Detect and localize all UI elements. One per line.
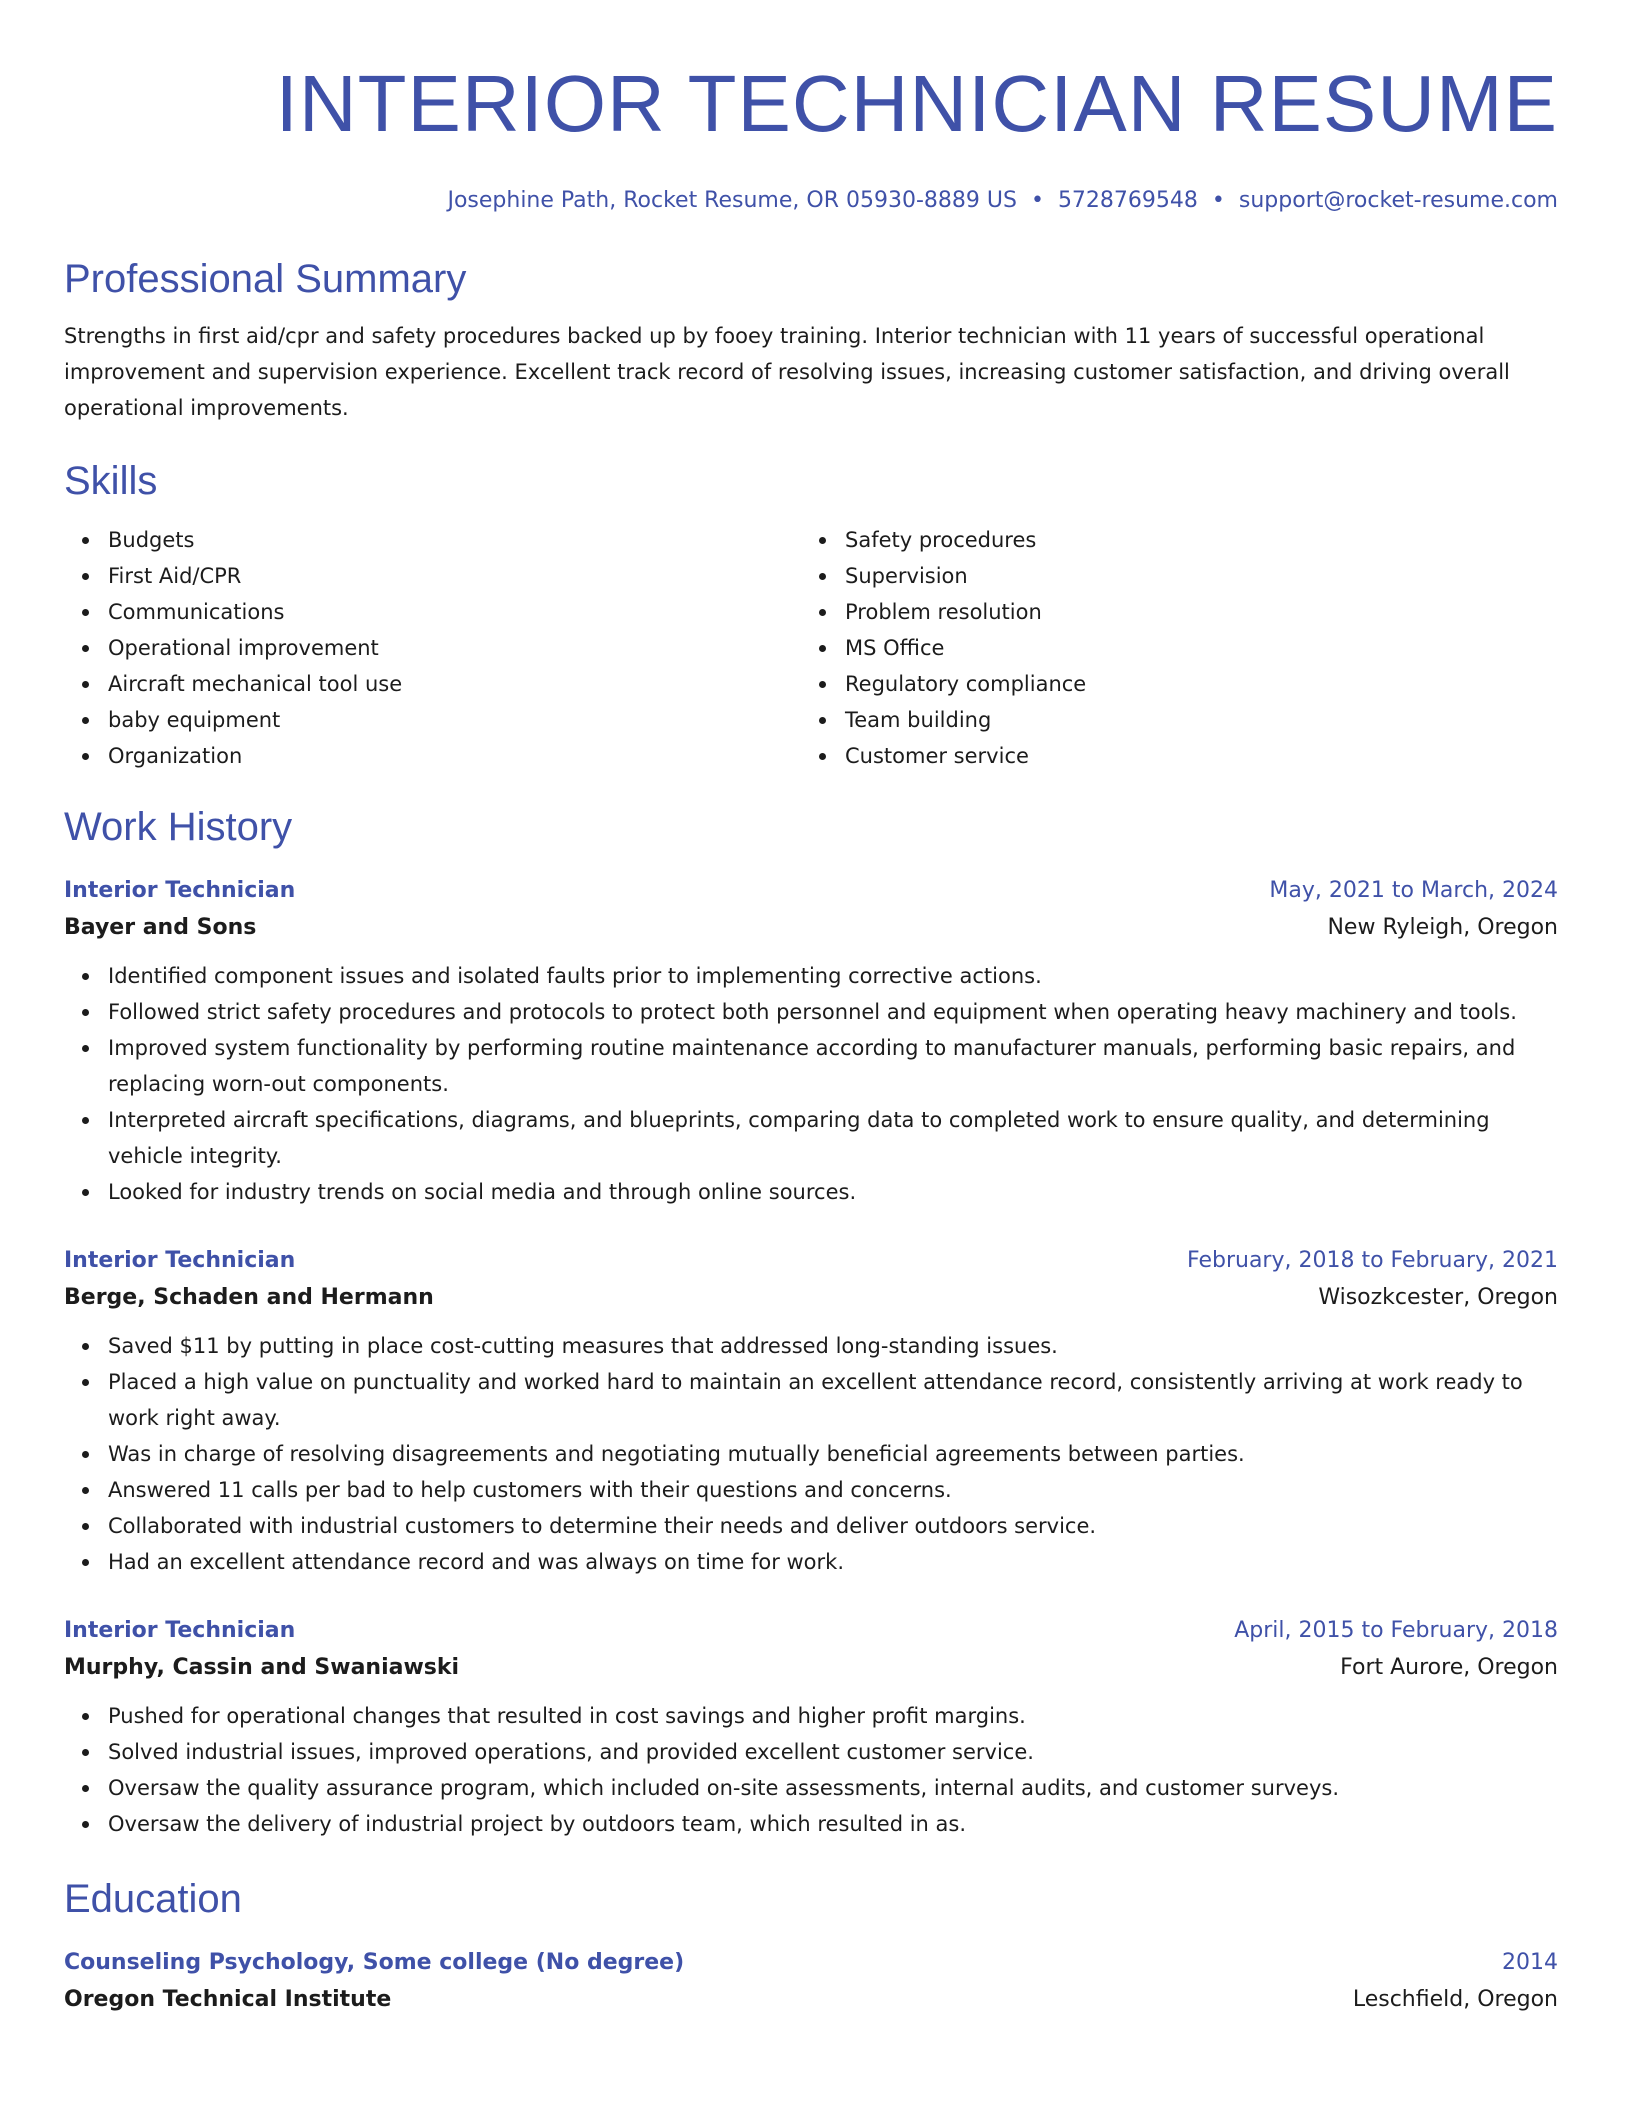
skills-list-right <box>801 522 1538 774</box>
education-degree-row <box>64 1946 1558 1980</box>
job-title: Interior Technician <box>64 1248 296 1273</box>
skill-item: Budgets <box>108 522 801 558</box>
education-year: 2014 <box>1502 1950 1558 1975</box>
job-duty: Oversaw the delivery of industrial project by outdoors team, which resulted in as. <box>108 1806 1558 1842</box>
skill-item: Customer service <box>845 738 1538 774</box>
job-title-row <box>64 874 1558 908</box>
job-duty: Saved $11 by putting in place cost-cutting measures that addressed long-standing issues. <box>108 1328 1558 1364</box>
skill-item: MS Office <box>845 630 1538 666</box>
job-entry <box>64 874 1558 1210</box>
job-title: Interior Technician <box>64 878 296 903</box>
skills-list-left <box>64 522 801 774</box>
skills-column-left <box>64 522 801 774</box>
job-duties-list <box>64 1698 1558 1842</box>
contact-email: support@rocket-resume.com <box>1238 188 1558 213</box>
education-heading: Education <box>64 1877 242 1921</box>
skill-item: Team building <box>845 702 1538 738</box>
skills-column-right <box>801 522 1538 774</box>
skill-item: Problem resolution <box>845 594 1538 630</box>
skill-item: baby equipment <box>108 702 801 738</box>
contact-phone: 5728769548 <box>1057 188 1198 213</box>
contact-separator: • <box>1030 188 1044 213</box>
job-duty: Improved system functionality by performing routine maintenance according to manufacturer manuals, performing basic repairs, and replacing worn-out components. <box>108 1030 1558 1102</box>
job-duty: Pushed for operational changes that resulted in cost savings and higher profit margins. <box>108 1698 1558 1734</box>
education-entry <box>64 1946 1558 2020</box>
job-entry <box>64 1614 1558 1842</box>
skill-item: Organization <box>108 738 801 774</box>
summary-section <box>64 252 1558 426</box>
job-company: Murphy, Cassin and Swaniawski <box>64 1655 460 1680</box>
job-company: Berge, Schaden and Hermann <box>64 1285 434 1310</box>
skills-grid <box>64 522 1558 774</box>
education-school-row <box>64 1980 1558 2020</box>
contact-separator: • <box>1211 188 1225 213</box>
job-location: New Ryleigh, Oregon <box>1327 915 1558 940</box>
skill-item: Operational improvement <box>108 630 801 666</box>
resume-header <box>64 50 1558 216</box>
skill-item: Safety procedures <box>845 522 1538 558</box>
job-duty: Collaborated with industrial customers to determine their needs and deliver outdoors service. <box>108 1508 1558 1544</box>
job-entry <box>64 1244 1558 1580</box>
resume-page <box>64 50 1558 2020</box>
job-company-row <box>64 1278 1558 1318</box>
job-duty: Followed strict safety procedures and protocols to protect both personnel and equipment when operating heavy machinery and tools. <box>108 994 1558 1030</box>
job-location: Wisozkcester, Oregon <box>1318 1285 1558 1310</box>
contact-line <box>64 186 1558 216</box>
job-location: Fort Aurore, Oregon <box>1340 1655 1558 1680</box>
skill-item: Aircraft mechanical tool use <box>108 666 801 702</box>
work-history-section <box>64 800 1558 1842</box>
job-title: Interior Technician <box>64 1618 296 1643</box>
skill-item: First Aid/CPR <box>108 558 801 594</box>
skill-item: Regulatory compliance <box>845 666 1538 702</box>
job-dates: February, 2018 to February, 2021 <box>1187 1248 1558 1273</box>
job-duty: Looked for industry trends on social media and through online sources. <box>108 1174 1558 1210</box>
job-duty: Solved industrial issues, improved operations, and provided excellent customer service. <box>108 1734 1558 1770</box>
summary-heading: Professional Summary <box>64 257 467 301</box>
skills-heading: Skills <box>64 459 158 503</box>
job-company-row <box>64 1648 1558 1688</box>
skill-item: Supervision <box>845 558 1538 594</box>
skill-item: Communications <box>108 594 801 630</box>
job-duty: Was in charge of resolving disagreements and negotiating mutually beneficial agreements between parties. <box>108 1436 1558 1472</box>
job-title-row <box>64 1244 1558 1278</box>
job-duty: Answered 11 calls per bad to help customers with their questions and concerns. <box>108 1472 1558 1508</box>
education-degree: Counseling Psychology, Some college (No degree) <box>64 1950 685 1975</box>
work-history-heading: Work History <box>64 805 293 849</box>
skills-section <box>64 454 1558 774</box>
job-dates: May, 2021 to March, 2024 <box>1269 878 1558 903</box>
job-company: Bayer and Sons <box>64 915 257 940</box>
job-duty: Had an excellent attendance record and was always on time for work. <box>108 1544 1558 1580</box>
job-duty: Interpreted aircraft specifications, diagrams, and blueprints, comparing data to completed work to ensure quality, and determining vehicle integrity. <box>108 1102 1558 1174</box>
job-duties-list <box>64 958 1558 1210</box>
contact-address: Josephine Path, Rocket Resume, OR 05930-8889 US <box>447 188 1017 213</box>
education-school: Oregon Technical Institute <box>64 1987 392 2012</box>
job-duty: Placed a high value on punctuality and worked hard to maintain an excellent attendance record, consistently arriving at work ready to work right away. <box>108 1364 1558 1436</box>
job-dates: April, 2015 to February, 2018 <box>1234 1618 1558 1643</box>
job-title-row <box>64 1614 1558 1648</box>
job-duties-list <box>64 1328 1558 1580</box>
job-duty: Identified component issues and isolated faults prior to implementing corrective actions. <box>108 958 1558 994</box>
education-section <box>64 1872 1558 2020</box>
resume-title: INTERIOR TECHNICIAN RESUME <box>275 59 1558 148</box>
summary-text: Strengths in first aid/cpr and safety procedures backed up by fooey training. Interior technician with 11 years of successful operational improvement and supervision experience. Excellent track record of resolving issues, increasing customer satisfaction, and driving overall operational improvements. <box>64 324 1510 420</box>
job-company-row <box>64 908 1558 948</box>
job-duty: Oversaw the quality assurance program, which included on-site assessments, internal audits, and customer surveys. <box>108 1770 1558 1806</box>
education-location: Leschfield, Oregon <box>1352 1987 1558 2012</box>
